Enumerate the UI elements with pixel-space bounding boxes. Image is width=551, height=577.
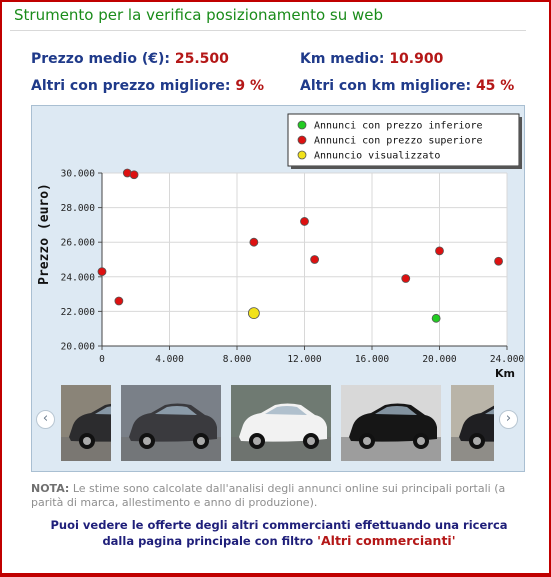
listing-point xyxy=(495,257,503,265)
car-photo-4[interactable] xyxy=(341,385,441,461)
avg-km-stat xyxy=(300,51,443,67)
note-body: Le stime sono calcolate dall'analisi degli annunci online sui principali portali (a parità di marca, allestimento e anno di produzione). xyxy=(31,482,506,509)
car-photo-5[interactable] xyxy=(451,385,494,461)
legend-label: Annunci con prezzo superiore xyxy=(314,135,483,147)
other-dealers-message xyxy=(36,517,522,549)
listing-point xyxy=(115,297,123,305)
carousel-next-button[interactable] xyxy=(499,410,518,429)
listing-point xyxy=(311,256,319,264)
y-tick-label: 24.000 xyxy=(60,272,95,284)
x-tick-label: 0 xyxy=(99,354,105,365)
listing-point xyxy=(301,217,309,225)
carousel-prev-button[interactable] xyxy=(36,410,55,429)
listing-point xyxy=(402,275,410,283)
other-dealers-link[interactable]: 'Altri commercianti' xyxy=(317,533,456,548)
legend-marker xyxy=(298,136,306,144)
x-tick-label: 16.000 xyxy=(354,354,390,365)
scatter-chart xyxy=(32,106,526,386)
x-tick-label: 8.000 xyxy=(222,354,252,365)
current-listing-point xyxy=(248,308,259,319)
listing-point xyxy=(250,238,258,246)
y-tick-label: 30.000 xyxy=(60,168,95,180)
legend-label: Annuncio visualizzato xyxy=(314,150,441,162)
chevron-left-icon: ‹ xyxy=(42,411,49,426)
page-title: Strumento per la verifica posizionamento su web xyxy=(14,6,384,24)
avg-km-label: Km medio: xyxy=(300,51,385,67)
offer-text: Puoi vedere le offerte degli altri commercianti effettuando una ricerca dalla pagina principale con filtro xyxy=(50,518,508,548)
better-price-label: Altri con prezzo migliore: xyxy=(31,78,231,94)
listing-point xyxy=(436,247,444,255)
legend-shadow-bottom xyxy=(291,166,522,169)
y-tick-label: 22.000 xyxy=(60,306,95,318)
car-photo-2[interactable] xyxy=(121,385,221,461)
x-tick-label: 20.000 xyxy=(422,354,457,365)
note-text xyxy=(31,482,529,510)
car-photo-1[interactable] xyxy=(61,385,111,461)
y-tick-label: 26.000 xyxy=(60,237,95,249)
y-axis-label: Prezzo (euro) xyxy=(37,183,52,285)
legend-marker xyxy=(298,121,306,129)
legend-marker xyxy=(298,151,306,159)
x-tick-label: 4.000 xyxy=(155,354,184,365)
car-photo-3[interactable] xyxy=(231,385,331,461)
better-price-value: 9 % xyxy=(235,78,265,94)
listing-point xyxy=(432,314,440,322)
legend-shadow xyxy=(519,117,522,169)
note-label: NOTA: xyxy=(31,482,70,495)
avg-price-label: Prezzo medio (€): xyxy=(31,51,170,67)
legend-label: Annunci con prezzo inferiore xyxy=(314,120,483,132)
x-tick-label: 12.000 xyxy=(287,354,322,365)
better-price-stat xyxy=(31,78,264,94)
avg-km-value: 10.900 xyxy=(389,51,444,67)
y-tick-label: 20.000 xyxy=(60,341,95,353)
avg-price-value: 25.500 xyxy=(174,51,229,67)
chart-legend xyxy=(288,114,522,169)
chart-grid xyxy=(102,173,507,346)
better-km-value: 45 % xyxy=(475,78,515,94)
chevron-right-icon: › xyxy=(505,411,512,426)
x-axis-label: Km xyxy=(495,367,515,380)
y-tick-label: 28.000 xyxy=(60,203,95,215)
title-divider xyxy=(10,30,526,31)
x-tick-label: 24.000 xyxy=(489,354,525,365)
better-km-stat xyxy=(300,78,514,94)
better-km-label: Altri con km migliore: xyxy=(300,78,472,94)
listing-point xyxy=(130,171,138,179)
avg-price-stat xyxy=(31,51,229,67)
listing-point xyxy=(98,268,106,276)
